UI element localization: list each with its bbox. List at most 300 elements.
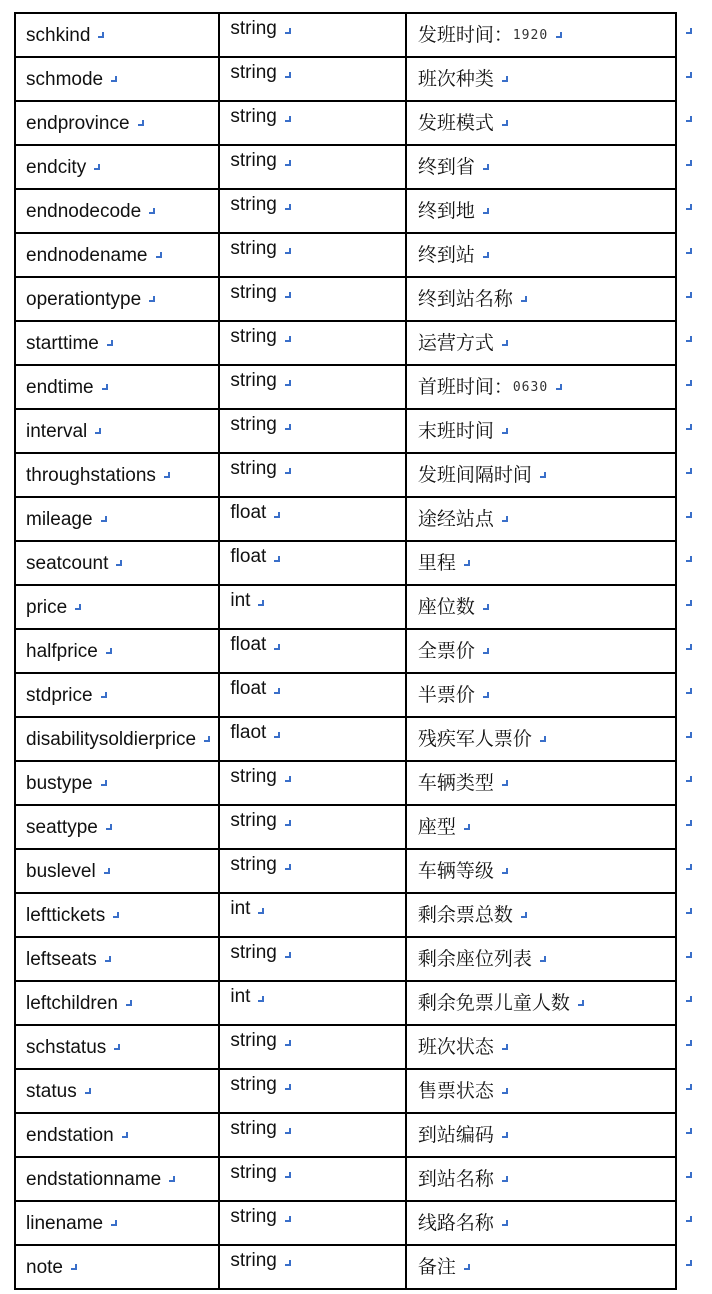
field-name: bustype bbox=[26, 772, 93, 794]
row-end-mark-icon bbox=[686, 468, 692, 474]
field-name-cell bbox=[16, 498, 220, 540]
field-type-cell bbox=[220, 234, 406, 276]
row-end-mark-icon bbox=[686, 600, 692, 606]
field-desc-cell bbox=[407, 982, 677, 1024]
paragraph-mark-icon bbox=[126, 1000, 132, 1006]
field-type: string bbox=[230, 326, 277, 347]
paragraph-mark-icon bbox=[169, 1176, 175, 1182]
paragraph-mark-icon bbox=[258, 908, 264, 914]
field-name-cell bbox=[16, 1114, 220, 1156]
field-type: string bbox=[230, 238, 277, 259]
paragraph-mark-icon bbox=[285, 1040, 291, 1046]
field-description: 途经站点 bbox=[417, 508, 494, 530]
table-row bbox=[16, 366, 677, 410]
paragraph-mark-icon bbox=[113, 912, 119, 918]
row-end-mark-icon bbox=[686, 512, 692, 518]
paragraph-mark-icon bbox=[274, 644, 280, 650]
table-row bbox=[16, 1246, 677, 1290]
field-type-cell bbox=[220, 454, 406, 496]
field-name: starttime bbox=[26, 332, 99, 354]
paragraph-mark-icon bbox=[502, 76, 508, 82]
paragraph-mark-icon bbox=[122, 1132, 128, 1138]
paragraph-mark-icon bbox=[138, 120, 144, 126]
field-type-cell bbox=[220, 1246, 406, 1288]
field-description: 终到站 bbox=[417, 244, 475, 266]
field-name: seatcount bbox=[26, 552, 109, 574]
paragraph-mark-icon bbox=[98, 32, 104, 38]
field-name-cell bbox=[16, 366, 220, 408]
field-type-cell bbox=[220, 806, 406, 848]
table-row bbox=[16, 190, 677, 234]
table-row bbox=[16, 58, 677, 102]
field-name: endnodename bbox=[26, 244, 148, 266]
field-name: leftseats bbox=[26, 948, 97, 970]
field-type: string bbox=[230, 1162, 277, 1183]
paragraph-mark-icon bbox=[274, 556, 280, 562]
paragraph-mark-icon bbox=[540, 736, 546, 742]
field-name: operationtype bbox=[26, 288, 142, 310]
field-type: float bbox=[230, 546, 267, 567]
paragraph-mark-icon bbox=[285, 204, 291, 210]
field-type-cell bbox=[220, 982, 406, 1024]
row-end-mark-icon bbox=[686, 820, 692, 826]
row-end-mark-icon bbox=[686, 1040, 692, 1046]
paragraph-mark-icon bbox=[274, 732, 280, 738]
field-type-cell bbox=[220, 1158, 406, 1200]
field-type-cell bbox=[220, 498, 406, 540]
table-row bbox=[16, 1158, 677, 1202]
field-name: throughstations bbox=[26, 464, 156, 486]
table-row bbox=[16, 938, 677, 982]
field-desc-cell bbox=[407, 14, 677, 56]
field-type-cell bbox=[220, 1114, 406, 1156]
field-name: endprovince bbox=[26, 112, 130, 134]
paragraph-mark-icon bbox=[483, 252, 489, 258]
field-name: seattype bbox=[26, 816, 98, 838]
table-row bbox=[16, 894, 677, 938]
table-row bbox=[16, 146, 677, 190]
row-end-mark-icon bbox=[686, 644, 692, 650]
field-name-cell bbox=[16, 234, 220, 276]
paragraph-mark-icon bbox=[502, 120, 508, 126]
table-row bbox=[16, 586, 677, 630]
paragraph-mark-icon bbox=[540, 472, 546, 478]
table-row bbox=[16, 850, 677, 894]
paragraph-mark-icon bbox=[114, 1044, 120, 1050]
field-description: 车辆等级 bbox=[417, 860, 494, 882]
field-desc-cell bbox=[407, 278, 677, 320]
field-type: string bbox=[230, 106, 277, 127]
field-description: 运营方式 bbox=[417, 332, 494, 354]
paragraph-mark-icon bbox=[502, 1044, 508, 1050]
paragraph-mark-icon bbox=[483, 604, 489, 610]
field-name-cell bbox=[16, 674, 220, 716]
table-row bbox=[16, 718, 677, 762]
paragraph-mark-icon bbox=[258, 996, 264, 1002]
field-type: string bbox=[230, 458, 277, 479]
paragraph-mark-icon bbox=[274, 512, 280, 518]
paragraph-mark-icon bbox=[101, 780, 107, 786]
field-name-cell bbox=[16, 806, 220, 848]
row-end-mark-icon bbox=[686, 776, 692, 782]
paragraph-mark-icon bbox=[85, 1088, 91, 1094]
field-type: float bbox=[230, 634, 267, 655]
field-name-cell bbox=[16, 850, 220, 892]
field-type: string bbox=[230, 942, 277, 963]
paragraph-mark-icon bbox=[106, 824, 112, 830]
field-description: 半票价 bbox=[417, 684, 475, 706]
paragraph-mark-icon bbox=[204, 736, 210, 742]
field-type-cell bbox=[220, 850, 406, 892]
paragraph-mark-icon bbox=[104, 868, 110, 874]
field-name-cell bbox=[16, 146, 220, 188]
field-name-cell bbox=[16, 1202, 220, 1244]
paragraph-mark-icon bbox=[285, 1084, 291, 1090]
field-type-cell bbox=[220, 1026, 406, 1068]
table-row bbox=[16, 1114, 677, 1158]
paragraph-mark-icon bbox=[149, 208, 155, 214]
paragraph-mark-icon bbox=[101, 692, 107, 698]
field-description: 里程 bbox=[417, 552, 456, 574]
table-row bbox=[16, 674, 677, 718]
field-desc-cell bbox=[407, 58, 677, 100]
row-end-mark-icon bbox=[686, 72, 692, 78]
paragraph-mark-icon bbox=[71, 1264, 77, 1270]
field-description: 线路名称 bbox=[417, 1212, 494, 1234]
field-type: string bbox=[230, 810, 277, 831]
paragraph-mark-icon bbox=[540, 956, 546, 962]
paragraph-mark-icon bbox=[502, 1176, 508, 1182]
field-name: note bbox=[26, 1256, 63, 1278]
field-desc-cell bbox=[407, 498, 677, 540]
paragraph-mark-icon bbox=[285, 380, 291, 386]
field-name-cell bbox=[16, 190, 220, 232]
field-type: string bbox=[230, 150, 277, 171]
paragraph-mark-icon bbox=[285, 248, 291, 254]
field-description: 剩余座位列表 bbox=[417, 948, 532, 970]
field-desc-cell bbox=[407, 234, 677, 276]
paragraph-mark-icon bbox=[502, 1132, 508, 1138]
field-type: string bbox=[230, 62, 277, 83]
paragraph-mark-icon bbox=[502, 780, 508, 786]
paragraph-mark-icon bbox=[285, 820, 291, 826]
field-desc-cell bbox=[407, 762, 677, 804]
field-description: 终到站名称 bbox=[417, 288, 513, 310]
field-name-cell bbox=[16, 718, 220, 760]
table-row bbox=[16, 410, 677, 454]
paragraph-mark-icon bbox=[285, 1172, 291, 1178]
field-description: 到站名称 bbox=[417, 1168, 494, 1190]
table-row bbox=[16, 498, 677, 542]
field-type: string bbox=[230, 194, 277, 215]
table-row bbox=[16, 14, 677, 58]
paragraph-mark-icon bbox=[502, 516, 508, 522]
field-name-cell bbox=[16, 102, 220, 144]
paragraph-mark-icon bbox=[75, 604, 81, 610]
field-name: price bbox=[26, 596, 68, 618]
row-end-mark-icon bbox=[686, 1084, 692, 1090]
row-end-mark-icon bbox=[686, 380, 692, 386]
field-type-cell bbox=[220, 278, 406, 320]
field-description: 备注 bbox=[417, 1256, 456, 1278]
field-type: string bbox=[230, 1206, 277, 1227]
field-description: 座位数 bbox=[417, 596, 475, 618]
field-type: string bbox=[230, 1118, 277, 1139]
paragraph-mark-icon bbox=[101, 516, 107, 522]
paragraph-mark-icon bbox=[521, 912, 527, 918]
paragraph-mark-icon bbox=[285, 336, 291, 342]
row-end-mark-icon bbox=[686, 688, 692, 694]
field-name: buslevel bbox=[26, 860, 96, 882]
field-type: string bbox=[230, 766, 277, 787]
field-description: 发班模式 bbox=[417, 112, 494, 134]
field-description: 剩余票总数 bbox=[417, 904, 513, 926]
field-type: int bbox=[230, 986, 251, 1007]
field-type: string bbox=[230, 414, 277, 435]
row-end-mark-icon bbox=[686, 424, 692, 430]
field-name-cell bbox=[16, 542, 220, 584]
field-description: 全票价 bbox=[417, 640, 475, 662]
field-name: schkind bbox=[26, 24, 91, 46]
paragraph-mark-icon bbox=[285, 1260, 291, 1266]
paragraph-mark-icon bbox=[102, 384, 108, 390]
field-name: endstationname bbox=[26, 1168, 162, 1190]
field-desc-cell bbox=[407, 190, 677, 232]
field-description: 残疾军人票价 bbox=[417, 728, 532, 750]
field-desc-cell bbox=[407, 1158, 677, 1200]
field-desc-cell bbox=[407, 1246, 677, 1288]
paragraph-mark-icon bbox=[502, 1088, 508, 1094]
paragraph-mark-icon bbox=[285, 776, 291, 782]
table-row bbox=[16, 982, 677, 1026]
paragraph-mark-icon bbox=[521, 296, 527, 302]
field-description: 首班时间： bbox=[417, 376, 513, 398]
field-description-number: 0630 bbox=[512, 379, 549, 395]
field-name-cell bbox=[16, 982, 220, 1024]
field-type-cell bbox=[220, 366, 406, 408]
field-name-cell bbox=[16, 278, 220, 320]
field-description: 班次状态 bbox=[417, 1036, 494, 1058]
paragraph-mark-icon bbox=[107, 340, 113, 346]
field-type-cell bbox=[220, 14, 406, 56]
field-type-cell bbox=[220, 1202, 406, 1244]
paragraph-mark-icon bbox=[556, 384, 562, 390]
field-type-cell bbox=[220, 410, 406, 452]
field-description: 售票状态 bbox=[417, 1080, 494, 1102]
field-desc-cell bbox=[407, 1026, 677, 1068]
table-row bbox=[16, 630, 677, 674]
field-type: string bbox=[230, 370, 277, 391]
table-row bbox=[16, 806, 677, 850]
field-desc-cell bbox=[407, 1070, 677, 1112]
row-end-mark-icon bbox=[686, 1216, 692, 1222]
paragraph-mark-icon bbox=[483, 648, 489, 654]
field-desc-cell bbox=[407, 542, 677, 584]
field-type: string bbox=[230, 282, 277, 303]
field-name-cell bbox=[16, 58, 220, 100]
table-row bbox=[16, 102, 677, 146]
field-name-cell bbox=[16, 322, 220, 364]
field-name: endstation bbox=[26, 1124, 114, 1146]
paragraph-mark-icon bbox=[164, 472, 170, 478]
field-desc-cell bbox=[407, 102, 677, 144]
row-end-mark-icon bbox=[686, 732, 692, 738]
field-desc-cell bbox=[407, 1114, 677, 1156]
field-desc-cell bbox=[407, 806, 677, 848]
field-type-cell bbox=[220, 718, 406, 760]
field-name-cell bbox=[16, 630, 220, 672]
field-desc-cell bbox=[407, 1202, 677, 1244]
field-desc-cell bbox=[407, 850, 677, 892]
row-end-mark-icon bbox=[686, 336, 692, 342]
field-name: disabilitysoldierprice bbox=[26, 728, 197, 750]
field-name: stdprice bbox=[26, 684, 93, 706]
field-type-cell bbox=[220, 146, 406, 188]
row-end-mark-icon bbox=[686, 864, 692, 870]
field-description: 座型 bbox=[417, 816, 456, 838]
field-name: status bbox=[26, 1080, 77, 1102]
field-name-cell bbox=[16, 1026, 220, 1068]
field-name: endnodecode bbox=[26, 200, 142, 222]
paragraph-mark-icon bbox=[285, 72, 291, 78]
field-type-cell bbox=[220, 190, 406, 232]
field-description: 发班时间： bbox=[417, 24, 513, 46]
paragraph-mark-icon bbox=[258, 600, 264, 606]
field-description-number: 1920 bbox=[512, 27, 549, 43]
row-end-mark-icon bbox=[686, 1128, 692, 1134]
paragraph-mark-icon bbox=[156, 252, 162, 258]
paragraph-mark-icon bbox=[464, 1264, 470, 1270]
field-type: int bbox=[230, 898, 251, 919]
field-type-cell bbox=[220, 1070, 406, 1112]
paragraph-mark-icon bbox=[285, 424, 291, 430]
field-type: string bbox=[230, 1030, 277, 1051]
row-end-mark-icon bbox=[686, 952, 692, 958]
paragraph-mark-icon bbox=[285, 864, 291, 870]
row-end-mark-icon bbox=[686, 292, 692, 298]
table-row bbox=[16, 542, 677, 586]
field-desc-cell bbox=[407, 938, 677, 980]
field-name: leftchildren bbox=[26, 992, 118, 1014]
field-type-cell bbox=[220, 102, 406, 144]
field-name: halfprice bbox=[26, 640, 98, 662]
field-name: lefttickets bbox=[26, 904, 106, 926]
row-end-mark-icon bbox=[686, 160, 692, 166]
paragraph-mark-icon bbox=[95, 428, 101, 434]
field-type-cell bbox=[220, 58, 406, 100]
paragraph-mark-icon bbox=[502, 868, 508, 874]
field-table bbox=[14, 12, 677, 1290]
table-row bbox=[16, 1070, 677, 1114]
paragraph-mark-icon bbox=[483, 208, 489, 214]
row-end-mark-icon bbox=[686, 1260, 692, 1266]
table-row bbox=[16, 762, 677, 806]
field-type: flaot bbox=[230, 722, 267, 743]
row-end-mark-icon bbox=[686, 556, 692, 562]
paragraph-mark-icon bbox=[111, 76, 117, 82]
paragraph-mark-icon bbox=[464, 824, 470, 830]
field-desc-cell bbox=[407, 674, 677, 716]
field-desc-cell bbox=[407, 322, 677, 364]
field-name-cell bbox=[16, 1246, 220, 1288]
paragraph-mark-icon bbox=[578, 1000, 584, 1006]
field-desc-cell bbox=[407, 894, 677, 936]
paragraph-mark-icon bbox=[285, 468, 291, 474]
field-name: endcity bbox=[26, 156, 87, 178]
paragraph-mark-icon bbox=[285, 160, 291, 166]
field-type-cell bbox=[220, 762, 406, 804]
row-end-mark-icon bbox=[686, 116, 692, 122]
paragraph-mark-icon bbox=[464, 560, 470, 566]
field-type: string bbox=[230, 18, 277, 39]
field-name-cell bbox=[16, 762, 220, 804]
field-name: interval bbox=[26, 420, 88, 442]
field-type-cell bbox=[220, 894, 406, 936]
field-desc-cell bbox=[407, 718, 677, 760]
field-desc-cell bbox=[407, 586, 677, 628]
paragraph-mark-icon bbox=[502, 340, 508, 346]
field-name: mileage bbox=[26, 508, 93, 530]
field-name-cell bbox=[16, 938, 220, 980]
field-type: float bbox=[230, 678, 267, 699]
paragraph-mark-icon bbox=[105, 956, 111, 962]
paragraph-mark-icon bbox=[285, 292, 291, 298]
field-desc-cell bbox=[407, 410, 677, 452]
field-type: string bbox=[230, 1074, 277, 1095]
paragraph-mark-icon bbox=[502, 1220, 508, 1226]
paragraph-mark-icon bbox=[483, 164, 489, 170]
field-description: 班次种类 bbox=[417, 68, 494, 90]
field-name-cell bbox=[16, 894, 220, 936]
field-name: schmode bbox=[26, 68, 104, 90]
field-name-cell bbox=[16, 1158, 220, 1200]
field-name: schstatus bbox=[26, 1036, 107, 1058]
field-desc-cell bbox=[407, 146, 677, 188]
field-name-cell bbox=[16, 410, 220, 452]
field-description: 到站编码 bbox=[417, 1124, 494, 1146]
row-end-mark-icon bbox=[686, 204, 692, 210]
paragraph-mark-icon bbox=[285, 28, 291, 34]
field-name-cell bbox=[16, 586, 220, 628]
row-end-mark-icon bbox=[686, 996, 692, 1002]
table-row bbox=[16, 322, 677, 366]
field-type-cell bbox=[220, 322, 406, 364]
paragraph-mark-icon bbox=[285, 952, 291, 958]
field-type-cell bbox=[220, 630, 406, 672]
row-end-mark-icon bbox=[686, 908, 692, 914]
row-end-mark-icon bbox=[686, 248, 692, 254]
row-end-mark-icon bbox=[686, 1172, 692, 1178]
paragraph-mark-icon bbox=[285, 116, 291, 122]
field-name-cell bbox=[16, 1070, 220, 1112]
field-type: int bbox=[230, 590, 251, 611]
paragraph-mark-icon bbox=[502, 428, 508, 434]
field-description: 末班时间 bbox=[417, 420, 494, 442]
field-description: 终到地 bbox=[417, 200, 475, 222]
table-row bbox=[16, 1026, 677, 1070]
row-end-mark-icon bbox=[686, 28, 692, 34]
field-desc-cell bbox=[407, 454, 677, 496]
field-desc-cell bbox=[407, 630, 677, 672]
field-type-cell bbox=[220, 542, 406, 584]
field-type-cell bbox=[220, 674, 406, 716]
paragraph-mark-icon bbox=[274, 688, 280, 694]
paragraph-mark-icon bbox=[111, 1220, 117, 1226]
field-name: endtime bbox=[26, 376, 94, 398]
paragraph-mark-icon bbox=[556, 32, 562, 38]
paragraph-mark-icon bbox=[149, 296, 155, 302]
paragraph-mark-icon bbox=[483, 692, 489, 698]
